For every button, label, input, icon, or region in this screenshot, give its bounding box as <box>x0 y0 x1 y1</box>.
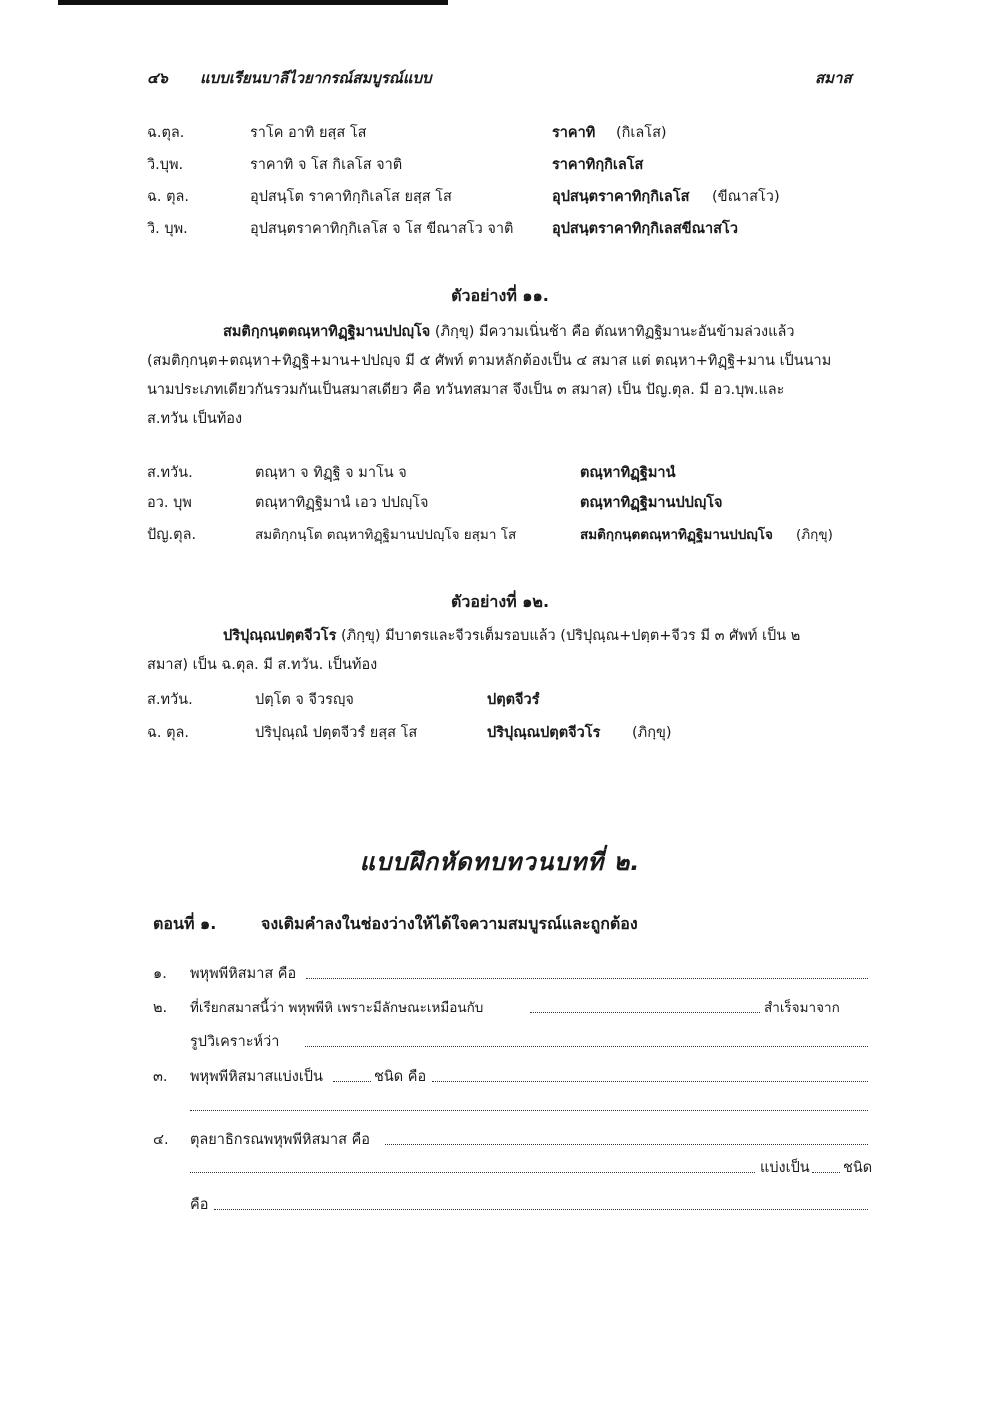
row-result: ราคาทิกฺกิเลโส <box>552 157 644 173</box>
row-note: (ภิกฺขุ) <box>796 527 833 543</box>
question-text: รูปวิเคราะห์ว่า <box>190 1034 280 1050</box>
example-11-term: สมติกฺกนฺตตณฺหาทิฏฺฐิมานปปญฺโจ <box>223 324 431 340</box>
example-11-line: (สมติกฺกนฺต+ตณฺหา+ทิฏฺฐิ+มาน+ปปญฺจ มี ๕ ศัพท์ ตามหลักต้องเป็น ๔ สมาส แต่ ตณฺหา+ทิฏฺฐิ+มาน เป็นนาม <box>147 353 832 369</box>
row-result: ตณฺหาทิฏฺฐิมานปปญฺโจ <box>580 495 723 511</box>
example-11-heading: ตัวอย่างที่ ๑๑. <box>451 286 549 305</box>
example-12-meaning: (ภิกฺขุ) มีบาตรและจีวรเต็มรอบแล้ว (ปริปุณฺณ+ปตฺต+จีวร มี ๓ ศัพท์ เป็น ๒ <box>336 628 801 644</box>
question-text: ตุลยาธิกรณพหุพพีหิสมาส คือ <box>190 1132 371 1148</box>
analysis-row <box>0 461 1000 487</box>
question-number: ๔. <box>153 1132 169 1148</box>
row-result: อุปสนฺตราคาทิกฺกิเลโส <box>552 189 690 205</box>
answer-blank[interactable] <box>214 1209 868 1210</box>
answer-blank[interactable] <box>306 978 868 979</box>
example-12-paragraph <box>147 622 867 680</box>
row-label: วิ. บุพ. <box>147 221 188 237</box>
analysis-row <box>0 688 1000 714</box>
question-text: ชนิด คือ <box>374 1069 427 1085</box>
part-instruction: จงเติมคำลงในช่องว่างให้ได้ใจความสมบูรณ์และถูกต้อง <box>261 914 638 933</box>
row-analysis: อุปสนฺโต ราคาทิกฺกิเลโส ยสฺส โส <box>250 189 452 205</box>
row-analysis: ตณฺหาทิฏฺฐิมานํ เอว ปปญฺโจ <box>255 495 429 511</box>
question-text: ที่เรียกสมาสนี้ว่า พหุพพีหิ เพราะมีลักษณะเหมือนกับ <box>190 1000 484 1016</box>
row-label: วิ.บุพ. <box>147 157 184 173</box>
row-analysis: ราโค อาทิ ยสฺส โส <box>250 125 367 141</box>
analysis-row <box>0 491 1000 517</box>
row-note: (กิเลโส) <box>616 125 667 141</box>
row-result: ตณฺหาทิฏฺฐิมานํ <box>580 465 676 481</box>
answer-blank[interactable] <box>530 1012 760 1013</box>
question-number: ๑. <box>153 966 167 982</box>
question-text: สำเร็จมาจาก <box>764 1000 840 1016</box>
example-11-line: นามประเภทเดียวกันรวมกันเป็นสมาสเดียว คือ ทวันทสมาส จึงเป็น ๓ สมาส) เป็น ปัญ.ตุล. มี อว.บุพ.และ <box>147 382 785 398</box>
analysis-row <box>0 523 1000 549</box>
answer-blank[interactable] <box>385 1144 868 1145</box>
example-12-heading: ตัวอย่างที่ ๑๒. <box>450 592 550 611</box>
row-label: อว. บุพ <box>147 495 192 511</box>
question-text: พหุพพีหิสมาสแบ่งเป็น <box>190 1069 323 1085</box>
question-number: ๒. <box>153 1000 168 1016</box>
row-note: (ขีณาสโว) <box>712 189 780 205</box>
row-label: ฉ. ตุล. <box>147 189 190 205</box>
row-result: ปตฺตจีวรํ <box>487 692 540 708</box>
row-result: สมติกฺกนฺตตณฺหาทิฏฺฐิมานปปญฺโจ <box>580 527 773 543</box>
row-label: ปัญ.ตุล. <box>147 527 197 543</box>
example-11-paragraph <box>147 318 867 434</box>
chapter-title: สมาส <box>815 69 852 87</box>
example-12-term: ปริปุณฺณปตฺตจีวโร <box>223 628 337 644</box>
answer-blank[interactable] <box>190 1110 868 1111</box>
analysis-row <box>0 153 1000 179</box>
row-analysis: สมติกฺกนฺโต ตณฺหาทิฏฺฐิมานปปญฺโจ ยสฺมา โส <box>255 527 517 543</box>
question-text: พหุพพีหิสมาส คือ <box>190 966 297 982</box>
question-number: ๓. <box>153 1069 168 1085</box>
book-title: แบบเรียนบาลีไวยากรณ์สมบูรณ์แบบ <box>200 69 432 87</box>
exercise-title: แบบฝึกหัดทบทวนบทที่ ๒. <box>359 848 641 876</box>
row-analysis: ปริปุณฺณํ ปตฺตจีวรํ ยสฺส โส <box>255 725 418 741</box>
page-number: ๔๖ <box>147 69 168 87</box>
row-result: อุปสนฺตราคาทิกฺกิเลสขีณาสโว <box>552 221 738 237</box>
analysis-row <box>0 721 1000 747</box>
row-label: ฉ.ตุล. <box>147 125 185 141</box>
example-11-line: ส.ทวัน เป็นท้อง <box>147 411 243 427</box>
example-12-line: สมาส) เป็น ฉ.ตุล. มี ส.ทวัน. เป็นท้อง <box>147 657 378 673</box>
row-label: ส.ทวัน. <box>147 692 193 708</box>
part-label: ตอนที่ ๑. <box>153 914 217 933</box>
row-label: ฉ. ตุล. <box>147 725 190 741</box>
top-edge-bar <box>58 0 448 5</box>
row-analysis: อุปสนฺตราคาทิกฺกิเลโส จ โส ขีณาสโว จาติ <box>250 221 514 237</box>
row-analysis: ราคาทิ จ โส กิเลโส จาติ <box>250 157 403 173</box>
question-text: แบ่งเป็น <box>760 1160 810 1176</box>
analysis-row <box>0 185 1000 211</box>
answer-blank[interactable] <box>812 1172 840 1173</box>
example-11-meaning: (ภิกฺขุ) มีความเนิ่นช้า คือ ตัณหาทิฏฐิมานะอันข้ามล่วงแล้ว <box>430 324 795 340</box>
row-label: ส.ทวัน. <box>147 465 193 481</box>
question-text: คือ <box>190 1197 209 1213</box>
row-note: (ภิกฺขุ) <box>632 725 672 741</box>
analysis-row <box>0 121 1000 147</box>
row-analysis: ปตฺโต จ จีวรญฺจ <box>255 692 354 708</box>
question-text: ชนิด <box>843 1160 873 1176</box>
answer-blank[interactable] <box>333 1081 371 1082</box>
row-analysis: ตณฺหา จ ทิฏฺฐิ จ มาโน จ <box>255 465 407 481</box>
answer-blank[interactable] <box>190 1172 755 1173</box>
exercise-part-heading <box>153 912 638 937</box>
answer-blank[interactable] <box>305 1046 868 1047</box>
answer-blank[interactable] <box>432 1081 868 1082</box>
analysis-row <box>0 217 1000 243</box>
row-result: ปริปุณฺณปตฺตจีวโร <box>487 725 601 741</box>
row-result: ราคาทิ <box>552 125 596 141</box>
